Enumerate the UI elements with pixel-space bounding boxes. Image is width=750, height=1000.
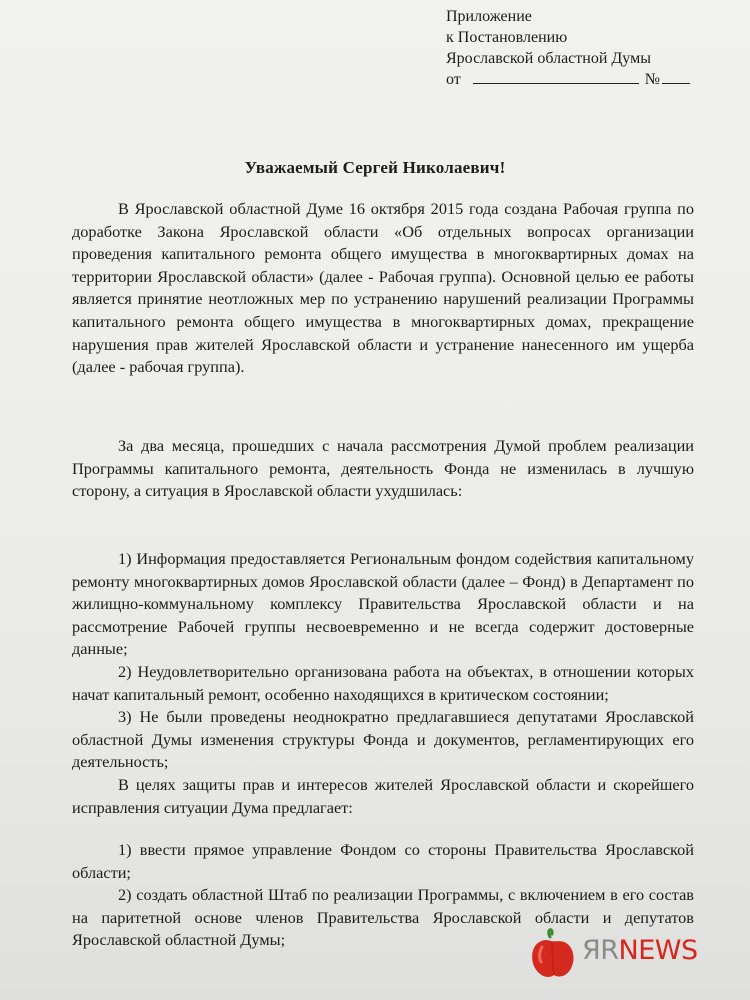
appendix-header bbox=[446, 6, 736, 90]
list-item: 2) создать областной Штаб по реализации Программы, с включением в его состав на паритетной основе членов Правительства Ярославской области и депутатов Ярославской областной Думы; bbox=[72, 885, 694, 950]
list-item: 1) Информация предоставляется Региональным фондом содействия капитальному ремонту многоквартирных домов Ярославской области (далее – Фонд) в Департамент по жилищно-коммунальному комплексу Правительства Ярославской области и на рассмотрение Рабочей группы несвоевременно и не всегда содержит достоверные данные; bbox=[72, 549, 694, 659]
watermark-part-2: NEWS bbox=[618, 935, 698, 966]
paragraph-text: В Ярославской областной Думе 16 октября 2015 года создана Рабочая группа по доработке Закона Ярославской области «Об отдельных вопросах организации проведения капитального ремонта общего имущества в многоквартирных домах на территории Ярославской области» (далее - Рабочая группа). Основной целью ее работы является принятие неотложных мер по устранению нарушений реализации Программы капитального ремонта общего имущества в многоквартирных домах, прекращение нарушения прав жителей Ярославской области и устранение нанесенного им ущерба (далее - рабочая группа). bbox=[72, 199, 694, 377]
paragraph-situation bbox=[72, 435, 694, 503]
appendix-line-2: к Постановлению bbox=[446, 29, 568, 46]
appendix-line-1: Приложение bbox=[446, 8, 532, 25]
appendix-line-3: Ярославской областной Думы bbox=[446, 50, 651, 67]
appendix-date-number-line bbox=[446, 69, 736, 90]
paragraph-intro bbox=[72, 198, 694, 379]
watermark-part-1: ЯR bbox=[582, 935, 619, 966]
yarnews-watermark bbox=[522, 925, 732, 981]
list-item: 3) Не были проведены неоднократно предлагавшиеся депутатами Ярославской областной Думы изменения структуры Фонда и документов, регламентирующих его деятельность; bbox=[72, 707, 694, 772]
issues-list bbox=[72, 548, 694, 819]
list-item: В целях защиты прав и интересов жителей Ярославской области и скорейшего исправления ситуации Дума предлагает: bbox=[72, 774, 694, 817]
watermark-text bbox=[582, 935, 698, 966]
number-prefix: № bbox=[644, 71, 661, 88]
date-blank bbox=[473, 69, 639, 84]
list-item: 1) ввести прямое управление Фондом со стороны Правительства Ярославской области; bbox=[72, 840, 694, 882]
list-item: 2) Неудовлетворительно организована работа на объектах, в отношении которых начат капитальный ремонт, особенно находящихся в критическом состоянии; bbox=[72, 661, 694, 704]
number-blank bbox=[662, 69, 690, 84]
paragraph-text: За два месяца, прошедших с начала рассмотрения Думой проблем реализации Программы капитального ремонта, деятельность Фонда не изменилась в лучшую сторону, а ситуация в Ярославской области ухудшилась: bbox=[72, 436, 694, 501]
greeting: Уважаемый Сергей Николаевич! bbox=[244, 158, 506, 177]
pepper-icon bbox=[522, 925, 578, 981]
date-prefix: от bbox=[446, 71, 461, 88]
